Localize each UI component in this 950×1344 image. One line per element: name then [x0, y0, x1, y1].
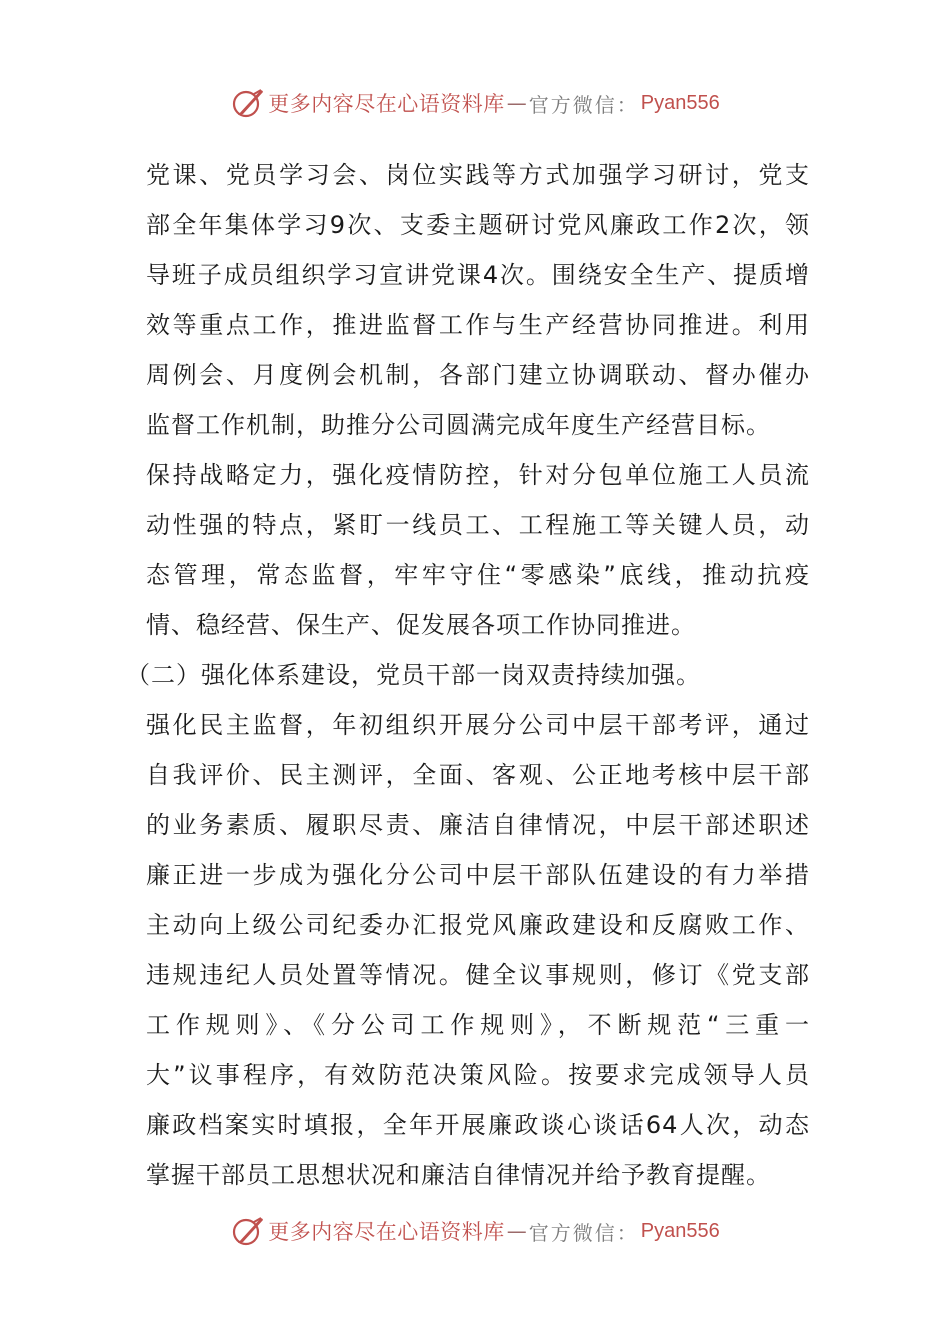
text-line: 的业务素质、履职尽责、廉洁自律情况，中层干部述职述	[146, 811, 810, 839]
header-watermark	[0, 83, 950, 123]
watermark-dash: —	[506, 1219, 527, 1243]
text-line: 大”议事程序，有效防范决策风险。按要求完成领导人员	[146, 1061, 810, 1089]
text-line: 廉正进一步成为强化分公司中层干部队伍建设的有力举措	[146, 861, 810, 889]
watermark-site-text: 更多内容尽在心语资料库	[268, 1220, 505, 1244]
text-line: 自我评价、民主测评，全面、客观、公正地考核中层干部	[146, 761, 810, 789]
text-line: 廉政档案实时填报，全年开展廉政谈心谈话64人次，动态	[146, 1111, 810, 1139]
quill-logo-icon	[230, 85, 266, 121]
text-line: 违规违纪人员处置等情况。健全议事规则，修订《党支部	[146, 961, 810, 989]
watermark-dash: —	[506, 91, 527, 115]
text-line: 部全年集体学习9次、支委主题研讨党风廉政工作2次，领	[146, 211, 810, 239]
watermark-wechat-label: 官方微信：	[528, 1220, 639, 1245]
document-body	[126, 150, 810, 1200]
watermark-wechat-label: 官方微信：	[528, 92, 639, 117]
footer-watermark	[0, 1211, 950, 1251]
text-line: 工作规则》、《分公司工作规则》，不断规范“三重一	[146, 1011, 810, 1039]
text-line: 保持战略定力，强化疫情防控，针对分包单位施工人员流	[146, 461, 810, 489]
watermark-wechat-id: Pyan556	[640, 91, 720, 114]
text-line: 情、稳经营、保生产、促发展各项工作协同推进。	[146, 611, 696, 639]
text-line: 掌握干部员工思想状况和廉洁自律情况并给予教育提醒。	[146, 1161, 771, 1189]
quill-logo-icon	[230, 1213, 266, 1249]
text-line: 监督工作机制，助推分公司圆满完成年度生产经营目标。	[146, 411, 771, 439]
watermark-site-text: 更多内容尽在心语资料库	[268, 92, 505, 116]
text-line: 导班子成员组织学习宣讲党课4次。围绕安全生产、提质增	[146, 261, 810, 289]
text-line: 主动向上级公司纪委办汇报党风廉政建设和反腐败工作、	[146, 911, 810, 939]
watermark-wechat-id: Pyan556	[640, 1219, 720, 1242]
text-line: 动性强的特点，紧盯一线员工、工程施工等关键人员，动	[146, 511, 810, 539]
section-heading: （二）强化体系建设，党员干部一岗双责持续加强。	[126, 661, 701, 689]
text-line: 周例会、月度例会机制，各部门建立协调联动、督办催办	[146, 361, 810, 389]
text-line: 党课、党员学习会、岗位实践等方式加强学习研讨，党支	[146, 161, 810, 189]
text-line: 效等重点工作，推进监督工作与生产经营协同推进。利用	[146, 311, 810, 339]
text-line: 态管理，常态监督，牢牢守住“零感染”底线，推动抗疫	[146, 561, 810, 589]
text-line: 强化民主监督，年初组织开展分公司中层干部考评，通过	[146, 711, 810, 739]
